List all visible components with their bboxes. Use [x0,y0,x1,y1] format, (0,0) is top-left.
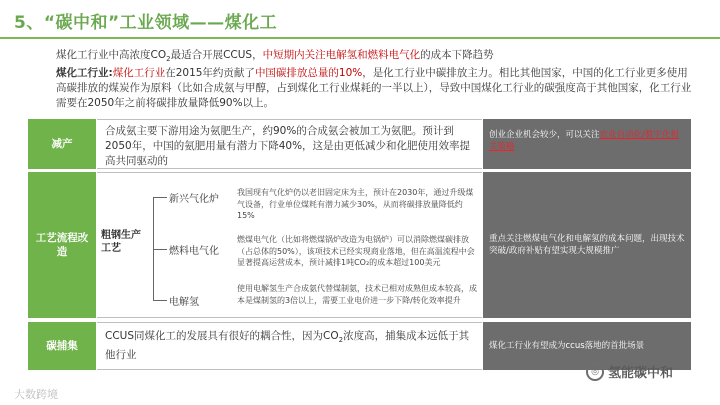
branch-electrification-desc: 燃煤电气化（比如将燃煤锅炉改造为电锅炉）可以消除燃煤碳排放（占总体的50%），该项技术已经实现商业落地，但在高温流程中会显著提高运营成本，预计减排1吨CO₂的成本超过100美元 [237,235,475,267]
intro-paragraph [56,66,698,111]
reduce-note-text: 创业企业机会较少，可以关注 [489,130,600,140]
intro-text: 的成本下降趋势 [420,49,494,61]
reduce-note-highlight: 农业自动化/数字化相关策略 [489,130,679,152]
subscript: 2 [338,336,344,345]
branch-electrification: 燃料电气化 [169,246,219,257]
intro-highlight: 中短期内关注电解氢和燃料电气化 [262,49,421,61]
intro-line-1 [56,48,696,67]
title-divider [0,37,720,39]
row-note-reduce [483,119,691,169]
brand-logo [586,362,673,381]
branch-gasifier: 新兴气化炉 [169,194,219,205]
intro-highlight: 中国碳排放总量的10% [254,67,363,79]
brand-name: 氢能碳中和 [608,366,674,381]
intro-text: 煤化工行业中高浓度CO [56,49,167,61]
reduce-text: 合成氨主要下游用途为氨肥生产，约90%的合成氨会被加工为氨肥。预计到2050年，中国的氨肥用量有潜力下降40%，这是由更低减少和化肥使用效率提高共同驱动的 [105,125,471,167]
intro-text: 最适合开展CCUS， [170,49,263,61]
ccus-note-text: 煤化工行业有望成为ccus落地的首批场景 [489,341,645,351]
intro-highlight: 煤化工行业 [112,67,166,79]
row-label-ccus: 碳捕集 [28,322,96,370]
row-content-process [97,172,482,318]
process-note-text: 重点关注燃煤电气化和电解氢的成本问题，出现技术突破/政府补贴有望实现大规模推广 [489,234,685,256]
process-subhead: 粗钢生产工艺 [101,230,141,254]
bracket-tick [153,249,167,250]
intro-text: ，是化工行业中碳排放主力。相比其他国家，中国的化工行业更多使用高碳排放的煤炭作为原料（比如合成氨与甲醇，占到煤化工行业煤耗的一半以上），导致中国煤化工行业的碳强度高于其他国家，化工行业需要在2050年之前将碳排放量降低90%以上。 [56,67,692,109]
intro-label: 煤化工行业: [56,67,113,79]
row-note-process [483,172,691,318]
row-content-ccus [97,322,482,370]
row-label-process: 工艺流程改造 [28,172,96,318]
branch-electrolysis: 电解氢 [169,297,199,308]
bracket-tick [153,197,167,198]
page-title: 5、“碳中和”工业领域——煤化工 [14,13,278,33]
branch-electrolysis-desc: 使用电解氢生产合成氨代替煤制氨，技术已相对成熟但成本较高，成本是煤制氢的3倍以上，需要工业电价进一步下降/转化效率提升 [237,284,477,305]
branch-gasifier-desc: 我国现有气化炉仍以老旧固定床为主，预计在2030年，通过升级煤气设备，行业单位煤耗有潜力减少30%，从而将碳排放量降低约15% [237,188,474,220]
row-label-reduce: 减产 [28,119,96,169]
row-content-reduce [97,119,482,169]
watermark: 大数跨境 [14,388,58,401]
intro-text: 在2015年约贡献了 [165,67,255,79]
bracket-tick [153,300,167,301]
ccus-text-a: CCUS同煤化工的发展具有很好的耦合性，因为CO [105,330,339,342]
wechat-icon: ◎ [586,363,604,381]
ccus-text [97,323,482,363]
ccus-text-b: 浓度高，捕集成本远低于其他行业 [105,330,470,362]
subscript: 2 [166,55,171,64]
